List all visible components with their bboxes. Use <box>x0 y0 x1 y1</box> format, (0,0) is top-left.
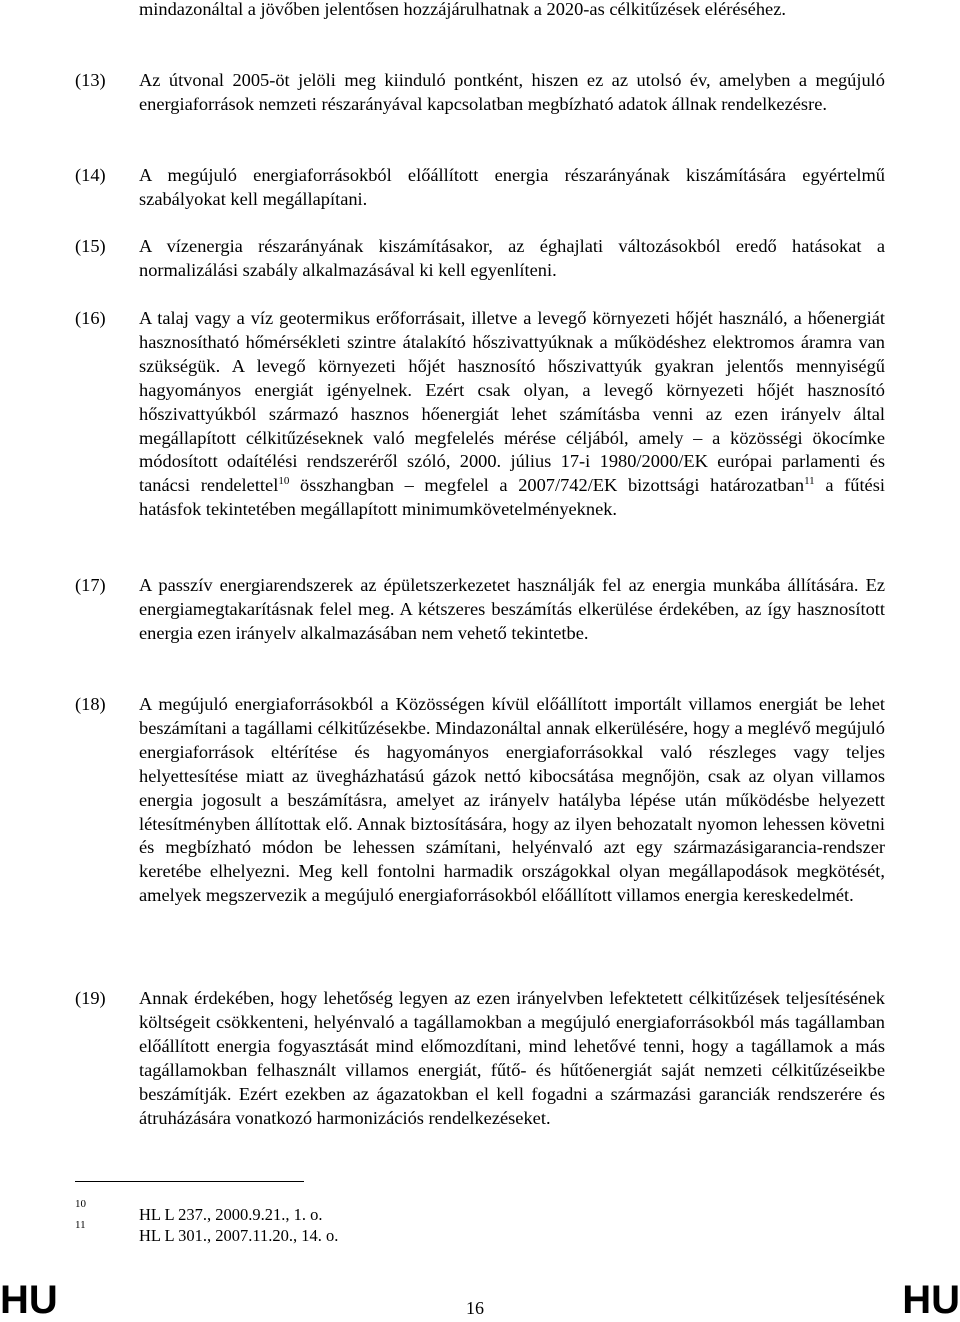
paragraph-text: A vízenergia részarányának kiszámításakor, az éghajlati változásokból eredő hatásokat a normalizálási szabály alkalmazásával ki kell egyenlíteni. <box>139 236 885 280</box>
paragraph-14 <box>75 164 885 212</box>
paragraph-number: (13) <box>75 70 106 90</box>
paragraph-text: Annak érdekében, hogy lehetőség legyen az ezen irányelvben lefektetett célkitűzések teljesítésének költségeit csökkenteni, helyénvaló a tagállamokban a megújuló energiaforrásokból más tagállamban előállított energia fogyasztását mind előmozdítani, mind lehetővé tenni, hogy a tagállamok a más tagállamokban felhasznált villamos energiát, fűtő- és hűtőenergiát saját nemzeti célkitűzéseikbe beszámítják. Ezért ezekben az ágazatokban el kell fogadni a származási garanciák rendszerére és átruházására vonatkozó harmonizációs rendelkezéseket. <box>139 988 885 1128</box>
paragraph-text: A passzív energiarendszerek az épületszerkezetet használják fel az energia munkába állítására. Ez energiamegtakarításnak felel meg. A kétszeres beszámítás elkerülése érdekében, az így hasznosított energia ezen irányelv alkalmazásában nem vehető tekintetbe. <box>139 575 885 643</box>
paragraph-15 <box>75 235 885 283</box>
footer-language-left: HU <box>0 1278 58 1322</box>
paragraph-16 <box>75 307 885 522</box>
footnote-text: HL L 237., 2000.9.21., 1. o. <box>139 1205 323 1224</box>
paragraph-19 <box>75 987 885 1130</box>
paragraph-text-part: összhangban – megfelel a 2007/742/EK bizottsági határozatban <box>289 475 805 496</box>
footnote-separator <box>75 1181 304 1182</box>
paragraph-text: A megújuló energiaforrásokból a Közösségen kívül előállított importált villamos energiát be lehet beszámítani a tagállami célkitűzésekbe. Mindazonáltal annak elkerülésére, hogy a meglévő megújuló energiaforrások eltérítése és hagyományos energiaforrásokkal való részleges vagy teljes helyettesítése miatt az üvegházhatású gázok nettó kibocsátása megnőjön, csak az olyan villamos energia jogosult a beszámításra, amelyet az irányelv hatályba lépése után működésbe helyezett létesítményben állítottak elő. Annak biztosítására, hogy az ilyen behozatalt nyomon lehessen követni és megbízható módon be lehessen számítani, helyénvaló azt egy származásigarancia-rendszer keretébe elhelyezni. Meg kell fontolni harmadik országokkal olyan megállapodások megkötését, amelyek megszervezik a megújuló energiaforrásokból előállított villamos energia kereskedelmét. <box>139 694 885 906</box>
paragraph-text: Az útvonal 2005-öt jelöli meg kiinduló pontként, hiszen ez az utolsó év, amelyben a megújuló energiaforrások nemzeti részarányával kapcsolatban megbízható adatok állnak rendelkezésre. <box>139 70 885 114</box>
paragraph-text <box>139 307 885 522</box>
footnote-text: HL L 301., 2007.11.20., 14. o. <box>139 1226 339 1245</box>
continuation-text: mindazonáltal a jövőben jelentősen hozzájárulhatnak a 2020-as célkitűzések eléréséhez. <box>139 0 786 19</box>
paragraph-number: (18) <box>75 694 106 714</box>
footnote-ref-10[interactable]: 10 <box>278 475 290 488</box>
paragraph-number: (17) <box>75 575 106 595</box>
paragraph-text: A megújuló energiaforrásokból előállított energia részarányának kiszámítására egyértelmű szabályokat kell megállapítani. <box>139 165 885 209</box>
paragraph-text-part: A talaj vagy a víz geotermikus erőforrásait, illetve a levegő környezeti hőjét használó, a hőenergiát hasznosítható hőmérsékleti szintre átalakító hőszivattyúknak a működéshez elektromos áramra van szükségük. A levegő környezeti hőjét hasznosító hőszivattyúk gyakran jelentős mennyiségű hagyományos energiát igényelnek. Ezért csak olyan, a levegő környezeti hőjét hasznosító hőszivattyúkból származó hasznos hőenergiát lehet számításba venni az ezen irányelv által megállapított célkitűzéseknek való megfelelés mérése céljából, amely – a közösségi ökocímke módosított odaítélési rendszeréről szóló, 2000. július 17-i 1980/2000/EK európai parlamenti és tanácsi rendelettel <box>139 308 885 496</box>
footnote-number: 11 <box>75 1219 86 1231</box>
paragraph-18 <box>75 693 885 908</box>
page-number: 16 <box>466 1298 484 1318</box>
paragraph-17 <box>75 574 885 646</box>
paragraph-text-part: a fűtési hatásfok tekintetében megállapított minimumkövetelményeknek. <box>139 475 885 520</box>
paragraph-number: (16) <box>75 308 106 328</box>
paragraph-number: (14) <box>75 165 106 185</box>
footer-language-right: HU <box>902 1278 960 1322</box>
footnote-ref-11[interactable]: 11 <box>804 475 815 488</box>
paragraph-13 <box>75 69 885 117</box>
paragraph-number: (19) <box>75 988 106 1008</box>
footnote-number: 10 <box>75 1198 86 1210</box>
paragraph-number: (15) <box>75 236 106 256</box>
